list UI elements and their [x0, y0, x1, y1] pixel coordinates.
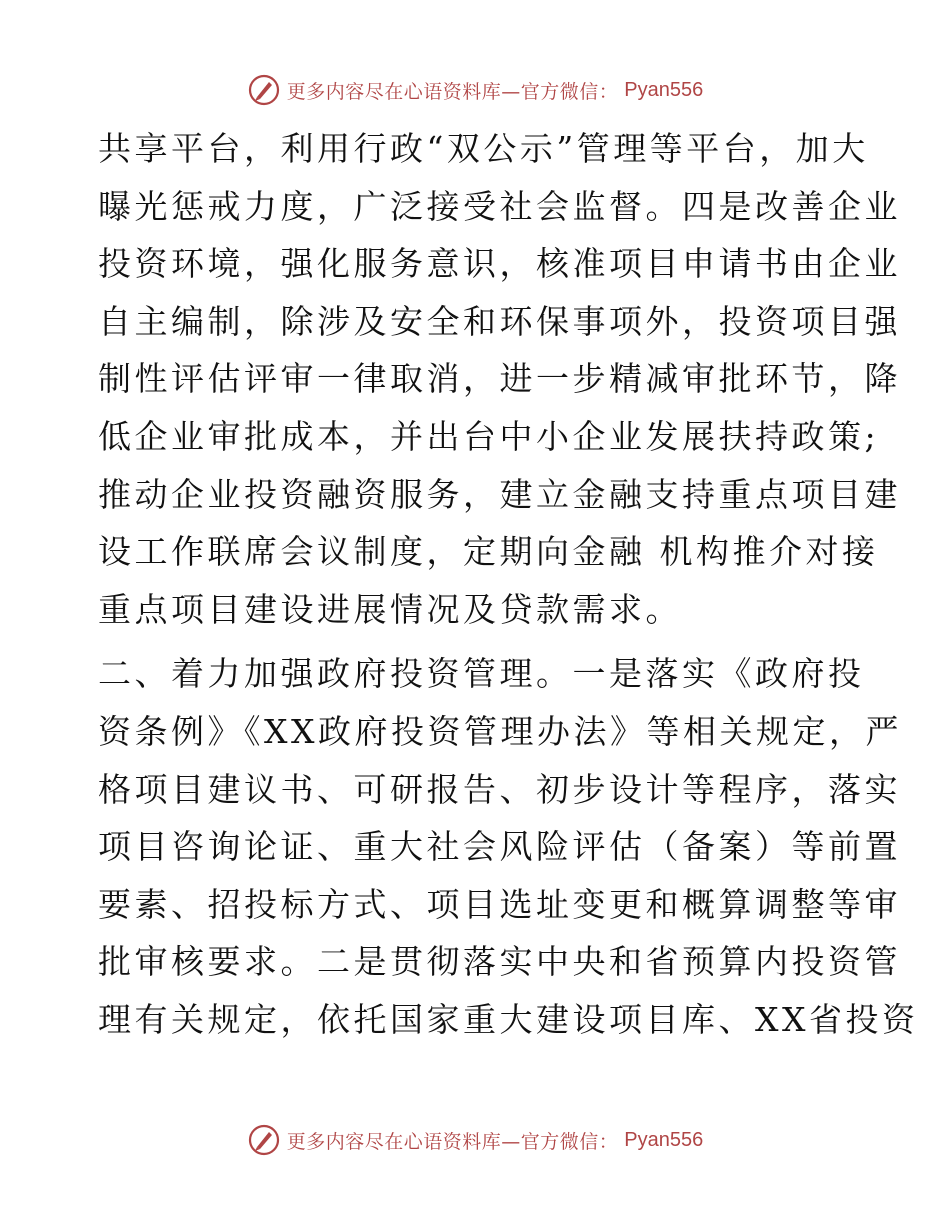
- banner-wechat-handle: Pyan556: [624, 1128, 704, 1151]
- text-line: 自主编制，除涉及安全和环保事项外，投资项目强: [98, 301, 901, 341]
- header-banner: [0, 70, 950, 110]
- paragraph-2: [98, 645, 919, 1048]
- pen-in-circle-icon: [247, 73, 281, 107]
- banner-text: 更多内容尽在心语资料库—官方微信：: [286, 1130, 619, 1153]
- pen-in-circle-icon: [247, 1123, 281, 1157]
- document-body: [98, 120, 919, 1049]
- text-line: 投资环境，强化服务意识，核准项目申请书由企业: [98, 244, 901, 284]
- paragraph-1: [98, 120, 901, 638]
- footer-banner: [0, 1120, 950, 1160]
- text-line: 要素、招投标方式、项目选址变更和概算调整等审: [98, 884, 901, 924]
- banner-wechat-handle: Pyan556: [624, 78, 704, 101]
- section-heading-line: 二、着力加强政府投资管理。一是落实《政府投: [98, 654, 865, 694]
- text-line: 理有关规定，依托国家重大建设项目库、XX省投资: [98, 999, 919, 1039]
- text-line: 格项目建议书、可研报告、初步设计等程序，落实: [98, 769, 901, 809]
- text-line: 低企业审批成本，并出台中小企业发展扶持政策;: [98, 416, 880, 456]
- text-line: 曝光惩戒力度，广泛接受社会监督。四是改善企业: [98, 186, 901, 226]
- text-line: 批审核要求。二是贯彻落实中央和省预算内投资管: [98, 942, 901, 982]
- text-line: 制性评估评审一律取消，进一步精减审批环节，降: [98, 359, 901, 399]
- text-line: 共享平台，利用行政“双公示”管理等平台，加大: [98, 129, 869, 168]
- text-line: 资条例》《XX政府投资管理办法》等相关规定，严: [98, 711, 902, 751]
- text-line: 推动企业投资融资服务，建立金融支持重点项目建: [98, 474, 901, 514]
- text-line: 重点项目建设进展情况及贷款需求。: [98, 589, 682, 629]
- banner-text: 更多内容尽在心语资料库—官方微信：: [286, 80, 619, 103]
- text-line: 设工作联席会议制度，定期向金融 机构推介对接: [98, 532, 879, 572]
- text-line: 项目咨询论证、重大社会风险评估（备案）等前置: [98, 827, 901, 867]
